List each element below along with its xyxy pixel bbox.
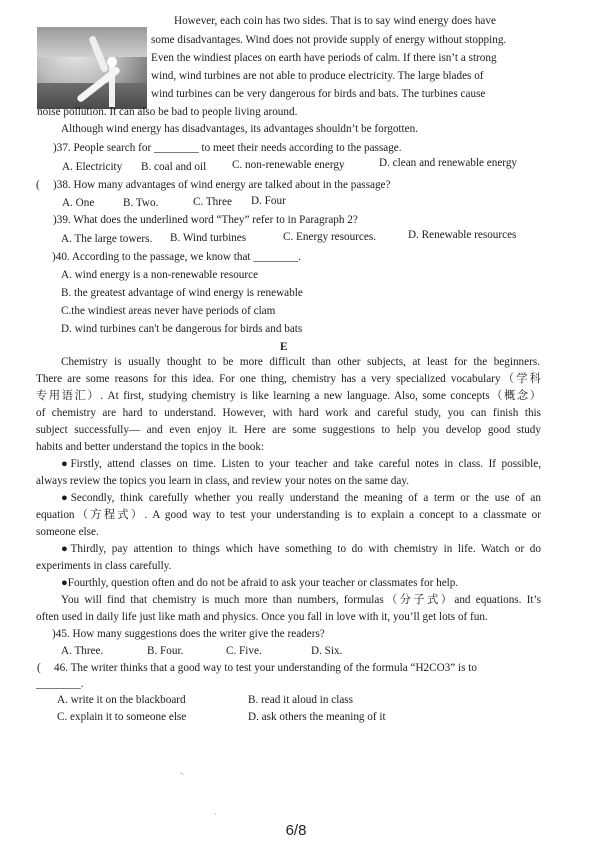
passage-e-line: experiments in class carefully. xyxy=(36,560,172,572)
passage-e-line: subject successfully— and even enjoy it. Here are some suggestions to help you develop good study xyxy=(36,424,541,436)
passage-line: wind turbines can be very dangerous for birds and bats. The turbines cause xyxy=(151,88,486,100)
q45-option-d: D. Six. xyxy=(311,645,343,657)
q40-option-a: A. wind energy is a non-renewable resource xyxy=(61,269,259,281)
wind-turbine-photo xyxy=(37,27,147,109)
question-39-stem: )39. What does the underlined word “They” refer to in Paragraph 2? xyxy=(53,214,358,226)
q38-paren: ( xyxy=(36,179,40,191)
q38-option-d: D. Four xyxy=(251,195,286,207)
passage-e-line: Chemistry is usually thought to be more difficult than other subjects, at least for the beginners. xyxy=(61,356,540,368)
q46-option-a: A. write it on the blackboard xyxy=(57,694,186,706)
passage-e-line: always review the topics you learn in class, and review your notes on the same day. xyxy=(36,475,410,487)
q37-option-b: B. coal and oil xyxy=(141,161,207,173)
scan-speck: ⸌ xyxy=(180,771,184,780)
question-40-stem: )40. According to the passage, we know that ________. xyxy=(52,251,301,263)
passage-e-line: equation（方程式）. A good way to test your understanding is to explain a concept to a classmate or xyxy=(36,509,541,521)
q37-option-d: D. clean and renewable energy xyxy=(379,157,518,169)
q46-option-b: B. read it aloud in class xyxy=(248,694,354,706)
q37-option-c: C. non-renewable energy xyxy=(232,159,345,171)
passage-e-line: someone else. xyxy=(36,526,99,538)
passage-e-line: There are some reasons for this idea. For one thing, chemistry has a very specialized vocabulary（学科 xyxy=(36,373,541,385)
passage-line: Even the windiest places on earth have periods of calm. If there isn’t a strong xyxy=(151,52,497,64)
q39-option-a: A. The large towers. xyxy=(61,233,153,245)
q38-option-c: C. Three xyxy=(193,196,232,208)
passage-e-line: often used in daily life just like math and physics. Once you fall in love with it, you’ll get lots of fun. xyxy=(36,611,488,623)
scan-speck: ˌ xyxy=(214,806,217,815)
suggestion-third: ●Thirdly, pay attention to things which have something to do with chemistry in life. Watch or do xyxy=(61,543,541,555)
q40-option-c: C.the windiest areas never have periods of clam xyxy=(61,305,276,317)
q39-option-b: B. Wind turbines xyxy=(170,232,247,244)
question-45-stem: )45. How many suggestions does the writer give the readers? xyxy=(52,628,325,640)
q45-option-c: C. Five. xyxy=(226,645,262,657)
passage-line: Although wind energy has disadvantages, its advantages shouldn’t be forgotten. xyxy=(61,123,419,135)
q45-option-b: B. Four. xyxy=(147,645,184,657)
passage-e-line: You will find that chemistry is much more than numbers, formulas（分子式）and equations. It’s xyxy=(61,594,541,606)
passage-e-line: of chemistry are hard to understand. However, with hard work and careful study, you can finish this xyxy=(36,407,541,419)
turbine-hub xyxy=(107,57,117,67)
q37-option-a: A. Electricity xyxy=(62,161,123,173)
q46-option-d: D. ask others the meaning of it xyxy=(248,711,386,723)
q45-option-a: A. Three. xyxy=(61,645,104,657)
section-e-heading: E xyxy=(280,341,288,353)
passage-line: some disadvantages. Wind does not provide supply of energy without stopping. xyxy=(151,34,507,46)
question-46-stem: 46. The writer thinks that a good way to test your understanding of the formula “H2CO3” is to xyxy=(54,662,477,674)
q46-blank: ________. xyxy=(36,678,84,690)
q38-option-a: A. One xyxy=(62,197,95,209)
suggestion-first: ●Firstly, attend classes on time. Listen to your teacher and take careful notes in class. If possible, xyxy=(61,458,541,470)
page-number: 6/8 xyxy=(285,822,307,839)
suggestion-second: ●Secondly, think carefully whether you really understand the meaning of a term or the use of an xyxy=(61,492,541,504)
q46-paren: ( xyxy=(37,662,41,674)
q40-option-d: D. wind turbines can't be dangerous for birds and bats xyxy=(61,323,303,335)
q39-option-d: D. Renewable resources xyxy=(408,229,517,241)
passage-e-line: 专用语汇）. At first, studying chemistry is like learning a new language. Also, some concepts（概念） xyxy=(36,390,541,402)
passage-e-line: habits and better understand the topics in the book: xyxy=(36,441,265,453)
passage-line: wind, wind turbines are not able to produce electricity. The large blades of xyxy=(151,70,484,82)
q39-option-c: C. Energy resources. xyxy=(283,231,376,243)
suggestion-fourth: ●Fourthly, question often and do not be afraid to ask your teacher or classmates for help. xyxy=(61,577,459,589)
question-37-stem: )37. People search for ________ to meet their needs according to the passage. xyxy=(53,142,402,154)
q46-option-c: C. explain it to someone else xyxy=(57,711,187,723)
passage-line: However, each coin has two sides. That is to say wind energy does have xyxy=(174,15,496,27)
q38-option-b: B. Two. xyxy=(123,197,159,209)
question-38-stem: )38. How many advantages of wind energy are talked about in the passage? xyxy=(53,179,391,191)
passage-line: noise pollution. It can also be bad to people living around. xyxy=(37,106,298,118)
q40-option-b: B. the greatest advantage of wind energy is renewable xyxy=(61,287,303,299)
